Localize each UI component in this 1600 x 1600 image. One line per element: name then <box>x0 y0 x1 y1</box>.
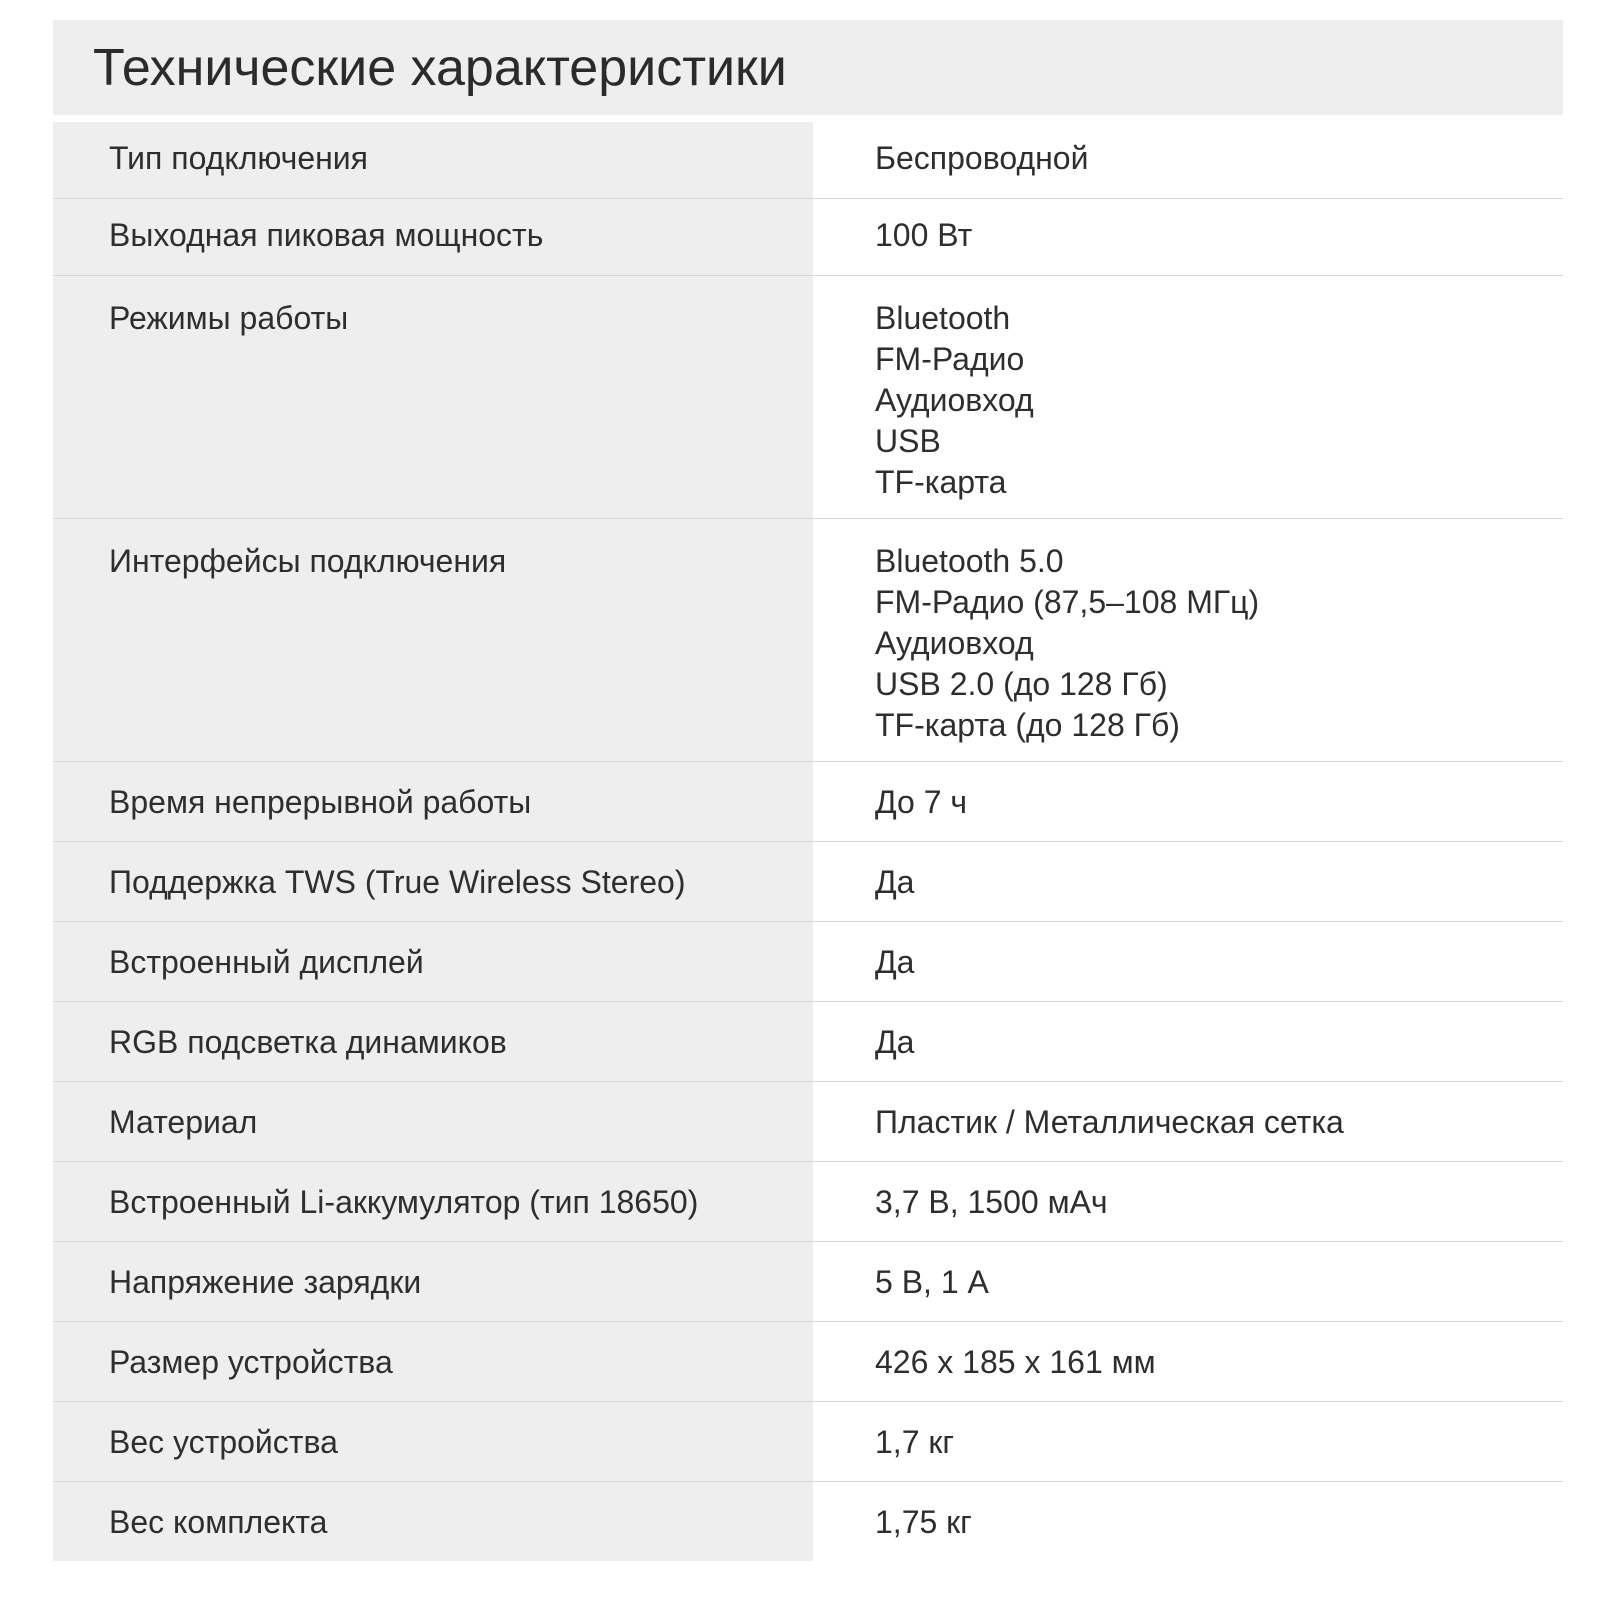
spec-value-line: Да <box>875 864 915 900</box>
spec-row <box>53 1002 1563 1082</box>
spec-row <box>53 762 1563 842</box>
spec-value <box>813 1162 1563 1241</box>
spec-label: Встроенный дисплей <box>53 922 813 1001</box>
spec-label: Вес комплекта <box>53 1482 813 1561</box>
spec-value-line: 3,7 В, 1500 мАч <box>875 1184 1108 1220</box>
spec-label: Тип подключения <box>53 122 813 198</box>
spec-row <box>53 1482 1563 1561</box>
spec-row <box>53 1322 1563 1402</box>
spec-value <box>813 1242 1563 1321</box>
page-title: Технические характеристики <box>93 38 787 97</box>
spec-value <box>813 762 1563 841</box>
spec-row <box>53 842 1563 922</box>
spec-value-line: USB <box>875 423 941 459</box>
spec-row <box>53 1402 1563 1482</box>
spec-value <box>813 199 1563 275</box>
spec-value-line: TF-карта (до 128 Гб) <box>875 707 1180 743</box>
spec-label: RGB подсветка динамиков <box>53 1002 813 1081</box>
spec-value-line: Аудиовход <box>875 625 1034 661</box>
spec-value-line: Да <box>875 944 915 980</box>
spec-value-line: Аудиовход <box>875 382 1034 418</box>
spec-value-line: 100 Вт <box>875 217 973 253</box>
spec-header <box>53 20 1563 115</box>
spec-label: Напряжение зарядки <box>53 1242 813 1321</box>
spec-value-line: FM-Радио (87,5–108 МГц) <box>875 584 1260 620</box>
spec-value <box>813 276 1563 518</box>
spec-row <box>53 1242 1563 1322</box>
spec-row <box>53 276 1563 519</box>
spec-row <box>53 122 1563 199</box>
spec-label: Время непрерывной работы <box>53 762 813 841</box>
spec-value <box>813 1402 1563 1481</box>
spec-value-line: Да <box>875 1024 915 1060</box>
spec-value-line: TF-карта <box>875 464 1007 500</box>
spec-value <box>813 922 1563 1001</box>
spec-row <box>53 1082 1563 1162</box>
spec-label: Поддержка TWS (True Wireless Stereo) <box>53 842 813 921</box>
spec-value <box>813 1082 1563 1161</box>
spec-value <box>813 122 1563 198</box>
spec-value-line: Bluetooth 5.0 <box>875 543 1064 579</box>
spec-row <box>53 1162 1563 1242</box>
spec-row <box>53 199 1563 276</box>
spec-label: Материал <box>53 1082 813 1161</box>
spec-value-line: 1,7 кг <box>875 1424 955 1460</box>
spec-value-line: Беспроводной <box>875 140 1089 176</box>
spec-value-line: Bluetooth <box>875 300 1011 336</box>
spec-value-line: FM-Радио <box>875 341 1025 377</box>
spec-value <box>813 842 1563 921</box>
spec-value <box>813 1482 1563 1561</box>
spec-label: Размер устройства <box>53 1322 813 1401</box>
spec-label: Интерфейсы подключения <box>53 519 813 761</box>
spec-label: Встроенный Li-аккумулятор (тип 18650) <box>53 1162 813 1241</box>
spec-row <box>53 922 1563 1002</box>
spec-row <box>53 519 1563 762</box>
spec-value-line: USB 2.0 (до 128 Гб) <box>875 666 1168 702</box>
spec-label: Режимы работы <box>53 276 813 518</box>
spec-value <box>813 1002 1563 1081</box>
spec-sheet <box>53 20 1563 1561</box>
spec-value-line: 426 x 185 x 161 мм <box>875 1344 1156 1380</box>
spec-table <box>53 122 1563 1561</box>
spec-value <box>813 1322 1563 1401</box>
spec-value <box>813 519 1563 761</box>
spec-value-line: 1,75 кг <box>875 1504 972 1540</box>
spec-value-line: Пластик / Металлическая сетка <box>875 1104 1344 1140</box>
spec-label: Выходная пиковая мощность <box>53 199 813 275</box>
spec-value-line: До 7 ч <box>875 784 968 820</box>
spec-value-line: 5 В, 1 А <box>875 1264 989 1300</box>
spec-label: Вес устройства <box>53 1402 813 1481</box>
